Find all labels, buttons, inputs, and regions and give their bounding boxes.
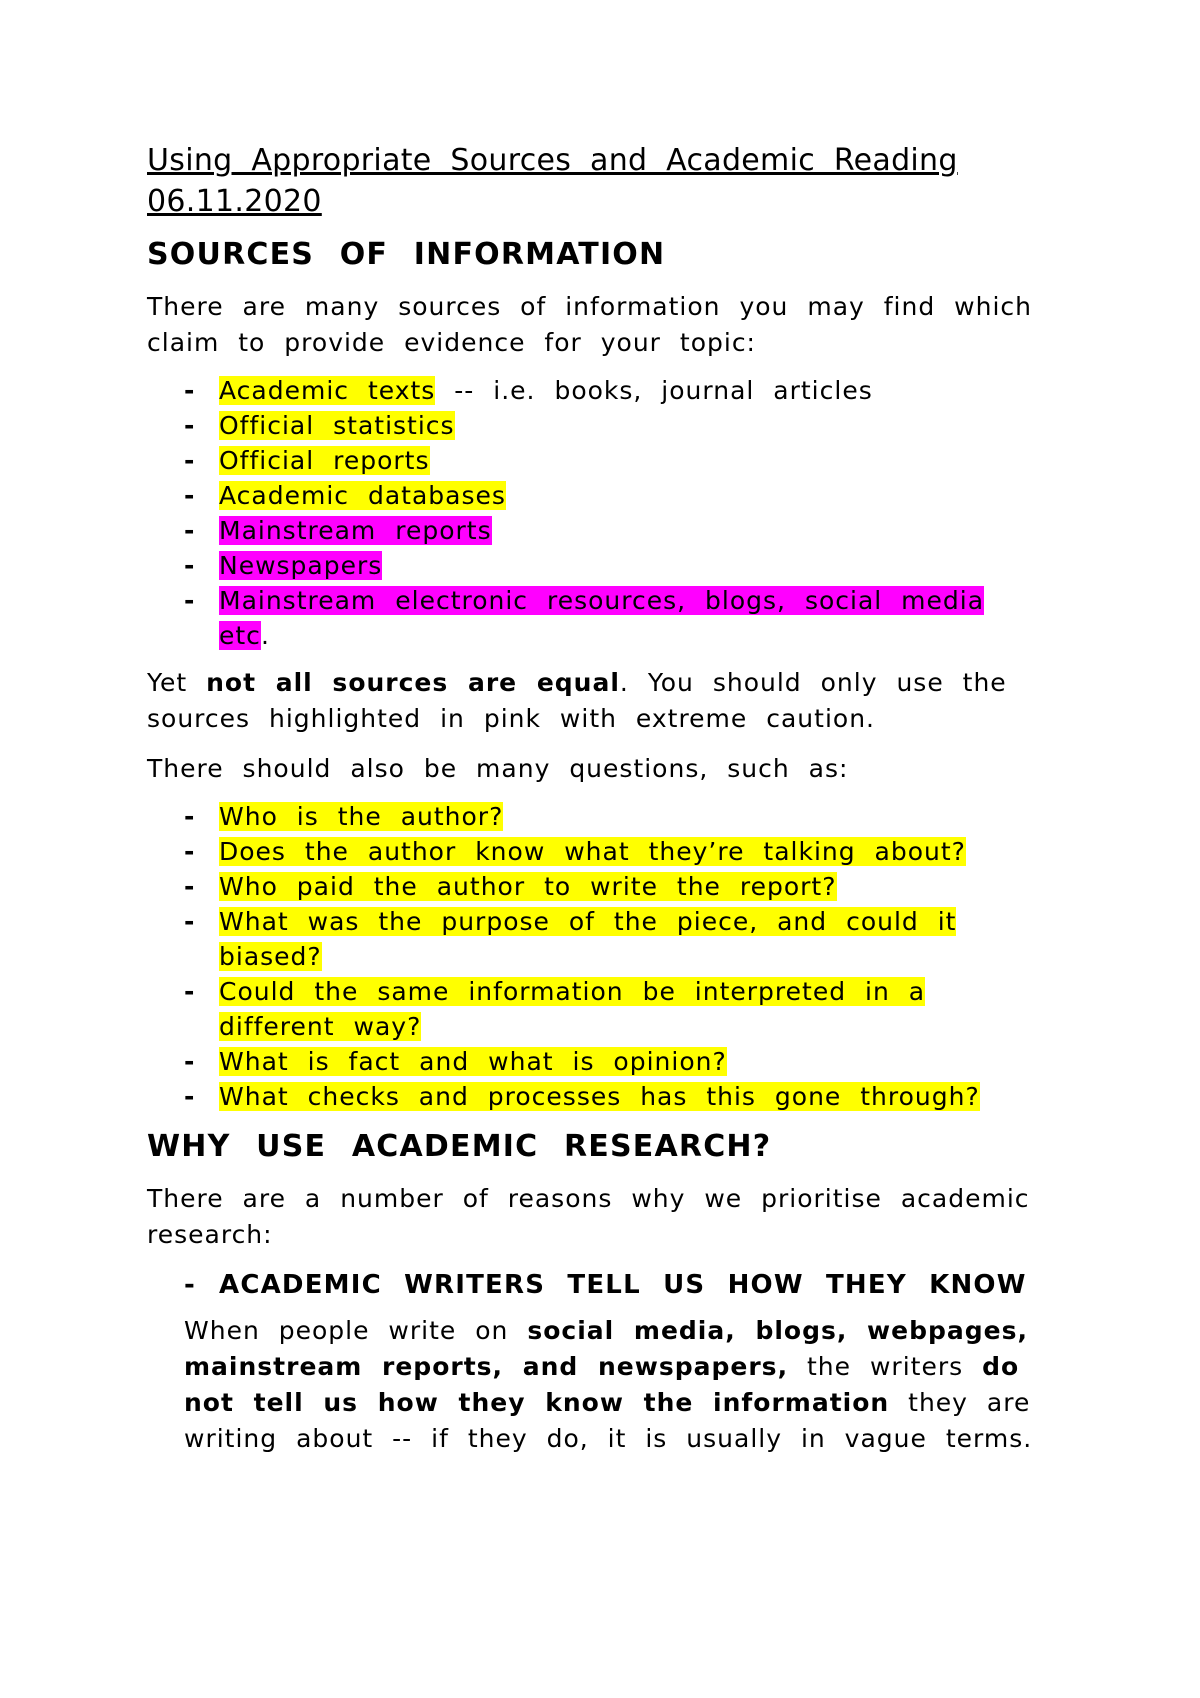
document-title (147, 140, 1050, 222)
highlighted-source: Mainstream reports (219, 516, 492, 545)
section-heading-why-academic: WHY USE ACADEMIC RESEARCH? (147, 1129, 772, 1164)
title-line-1: Using Appropriate Sources and Academic Reading (147, 143, 958, 178)
highlighted-source: Newspapers (219, 551, 383, 580)
sources-intro: There are many sources of information you may find which claim to provide evidence for your topic: (147, 292, 1032, 357)
list-item: - Who paid the author to write the report? (147, 869, 1050, 904)
list-item (147, 513, 1050, 548)
subheading-writers-tell: - ACADEMIC WRITERS TELL US HOW THEY KNOW (147, 1267, 1050, 1303)
highlighted-source: Academic texts (219, 376, 436, 405)
list-item: - Mainstream electronic resources, blogs, social media etc. (147, 583, 1050, 653)
list-item (147, 548, 1050, 583)
title-date: 06.11.2020 (147, 184, 322, 219)
list-item: - What was the purpose of the piece, and could it biased? (147, 904, 1050, 974)
reasons-intro: There are a number of reasons why we prioritise academic research: (147, 1184, 1030, 1249)
list-item (147, 408, 1050, 443)
list-item: - Who is the author? (147, 799, 1050, 834)
questions-intro: There should also be many questions, such as: (147, 754, 849, 783)
highlighted-source: Academic databases (219, 481, 506, 510)
sources-list (147, 373, 1050, 653)
list-item: - What is fact and what is opinion? (147, 1044, 1050, 1079)
list-item: - Could the same information be interpreted in a different way? (147, 974, 1050, 1044)
list-item: - What checks and processes has this gone through? (147, 1079, 1050, 1114)
list-item (147, 478, 1050, 513)
list-item: - Does the author know what they’re talking about? (147, 834, 1050, 869)
writers-paragraph: When people write on social media, blogs, webpages, mainstream reports, and newspapers, the writers do not tell us how they know the information they are writing about -- if they do, it is usually in vague terms. (184, 1316, 1033, 1453)
list-item: - Academic texts -- i.e. books, journal articles (147, 373, 1050, 408)
questions-list (147, 799, 1050, 1114)
highlighted-source: Mainstream electronic resources, blogs, social media etc (219, 586, 985, 650)
caution-paragraph: Yet not all sources are equal. You should only use the sources highlighted in pink with extreme caution. (147, 668, 1007, 733)
list-item (147, 443, 1050, 478)
highlighted-source: Official reports (219, 446, 430, 475)
highlighted-source: Official statistics (219, 411, 455, 440)
caution-emphasis: not all sources are equal (206, 668, 620, 697)
section-heading-sources: SOURCES OF INFORMATION (147, 237, 666, 272)
